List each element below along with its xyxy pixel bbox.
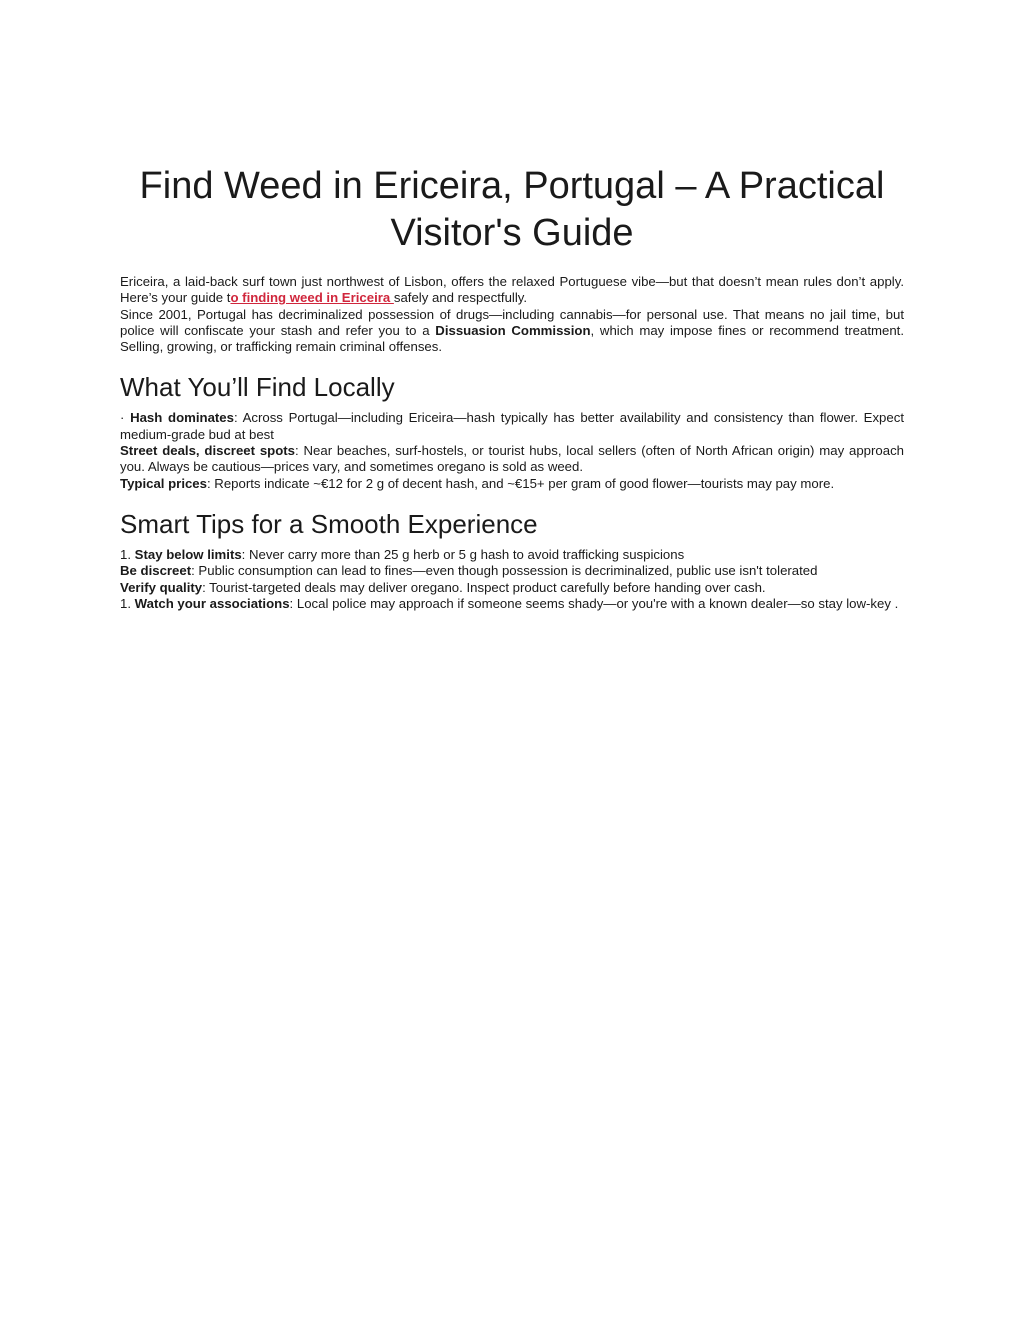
item-label: Street deals, discreet spots (120, 443, 296, 459)
item-prefix: 1. (120, 595, 135, 611)
intro-p2-tail: , which may impose fines or recommend treatment. Selling, growing, or trafficking remain criminal offenses. (120, 322, 904, 355)
item-label: Stay below limits (134, 546, 242, 562)
item-text: : Across Portugal—including Ericeira—hash typically has better availability and consistency than flower. Expect medium-grade bud at best (120, 410, 904, 442)
item-text: : Never carry more than 25 g herb or 5 g hash to avoid trafficking suspicions (241, 546, 685, 562)
list-item (120, 563, 904, 579)
item-text: : Near beaches, surf-hostels, or tourist hubs, local sellers (often of North African origin) may approach you. Always be cautious—prices vary, and sometimes oregano is sold as weed. (120, 443, 905, 475)
item-text: : Public consumption can lead to fines—even though possession is decriminalized, public use isn't tolerated (191, 563, 818, 579)
item-label: Be discreet (120, 563, 192, 579)
item-label: Typical prices (120, 475, 207, 491)
list-item (120, 443, 904, 476)
intro-paragraph-1 (120, 274, 904, 307)
page-title: Find Weed in Ericeira, Portugal – A Practical Visitor's Guide (139, 165, 885, 254)
item-label: Hash dominates (130, 410, 234, 426)
list-item (120, 580, 904, 596)
list-item (120, 476, 904, 492)
item-text: : Local police may approach if someone seems shady—or you're with a known dealer—so stay low-key . (289, 595, 899, 611)
local-findings-list (120, 410, 904, 491)
section-heading-tips: Smart Tips for a Smooth Experience (120, 508, 538, 539)
dissuasion-commission-term: Dissuasion Commission (435, 322, 591, 338)
smart-tips-list (120, 547, 904, 612)
document-page (120, 0, 904, 612)
list-item (120, 596, 904, 612)
finding-weed-link[interactable]: o finding weed in Ericeira (230, 290, 394, 306)
intro-text-before-link: Ericeira, a laid-back surf town just northwest of Lisbon, offers the relaxed Portuguese vibe—but that doesn’t mean rules don’t apply. Here’s your guide t (120, 274, 904, 306)
section-heading-local: What You’ll Find Locally (120, 372, 395, 403)
item-prefix: 1. (120, 546, 135, 562)
item-label: Watch your associations (134, 595, 290, 611)
list-item (120, 410, 904, 443)
item-text: : Reports indicate ~€12 for 2 g of decent hash, and ~€15+ per gram of good flower—tourists may pay more. (206, 475, 835, 491)
item-prefix: · (120, 410, 131, 426)
item-label: Verify quality (120, 579, 203, 595)
item-text: : Tourist-targeted deals may deliver oregano. Inspect product carefully before handing over cash. (202, 579, 766, 595)
intro-text-after-link: safely and respectfully. (393, 290, 528, 306)
intro-paragraph-2 (120, 307, 904, 356)
list-item (120, 547, 904, 563)
intro-p2-text: Since 2001, Portugal has decriminalized possession of drugs—including cannabis—for personal use. That means no jail time, but police will confiscate your stash and refer you to a (120, 306, 904, 338)
intro-section (120, 274, 904, 355)
